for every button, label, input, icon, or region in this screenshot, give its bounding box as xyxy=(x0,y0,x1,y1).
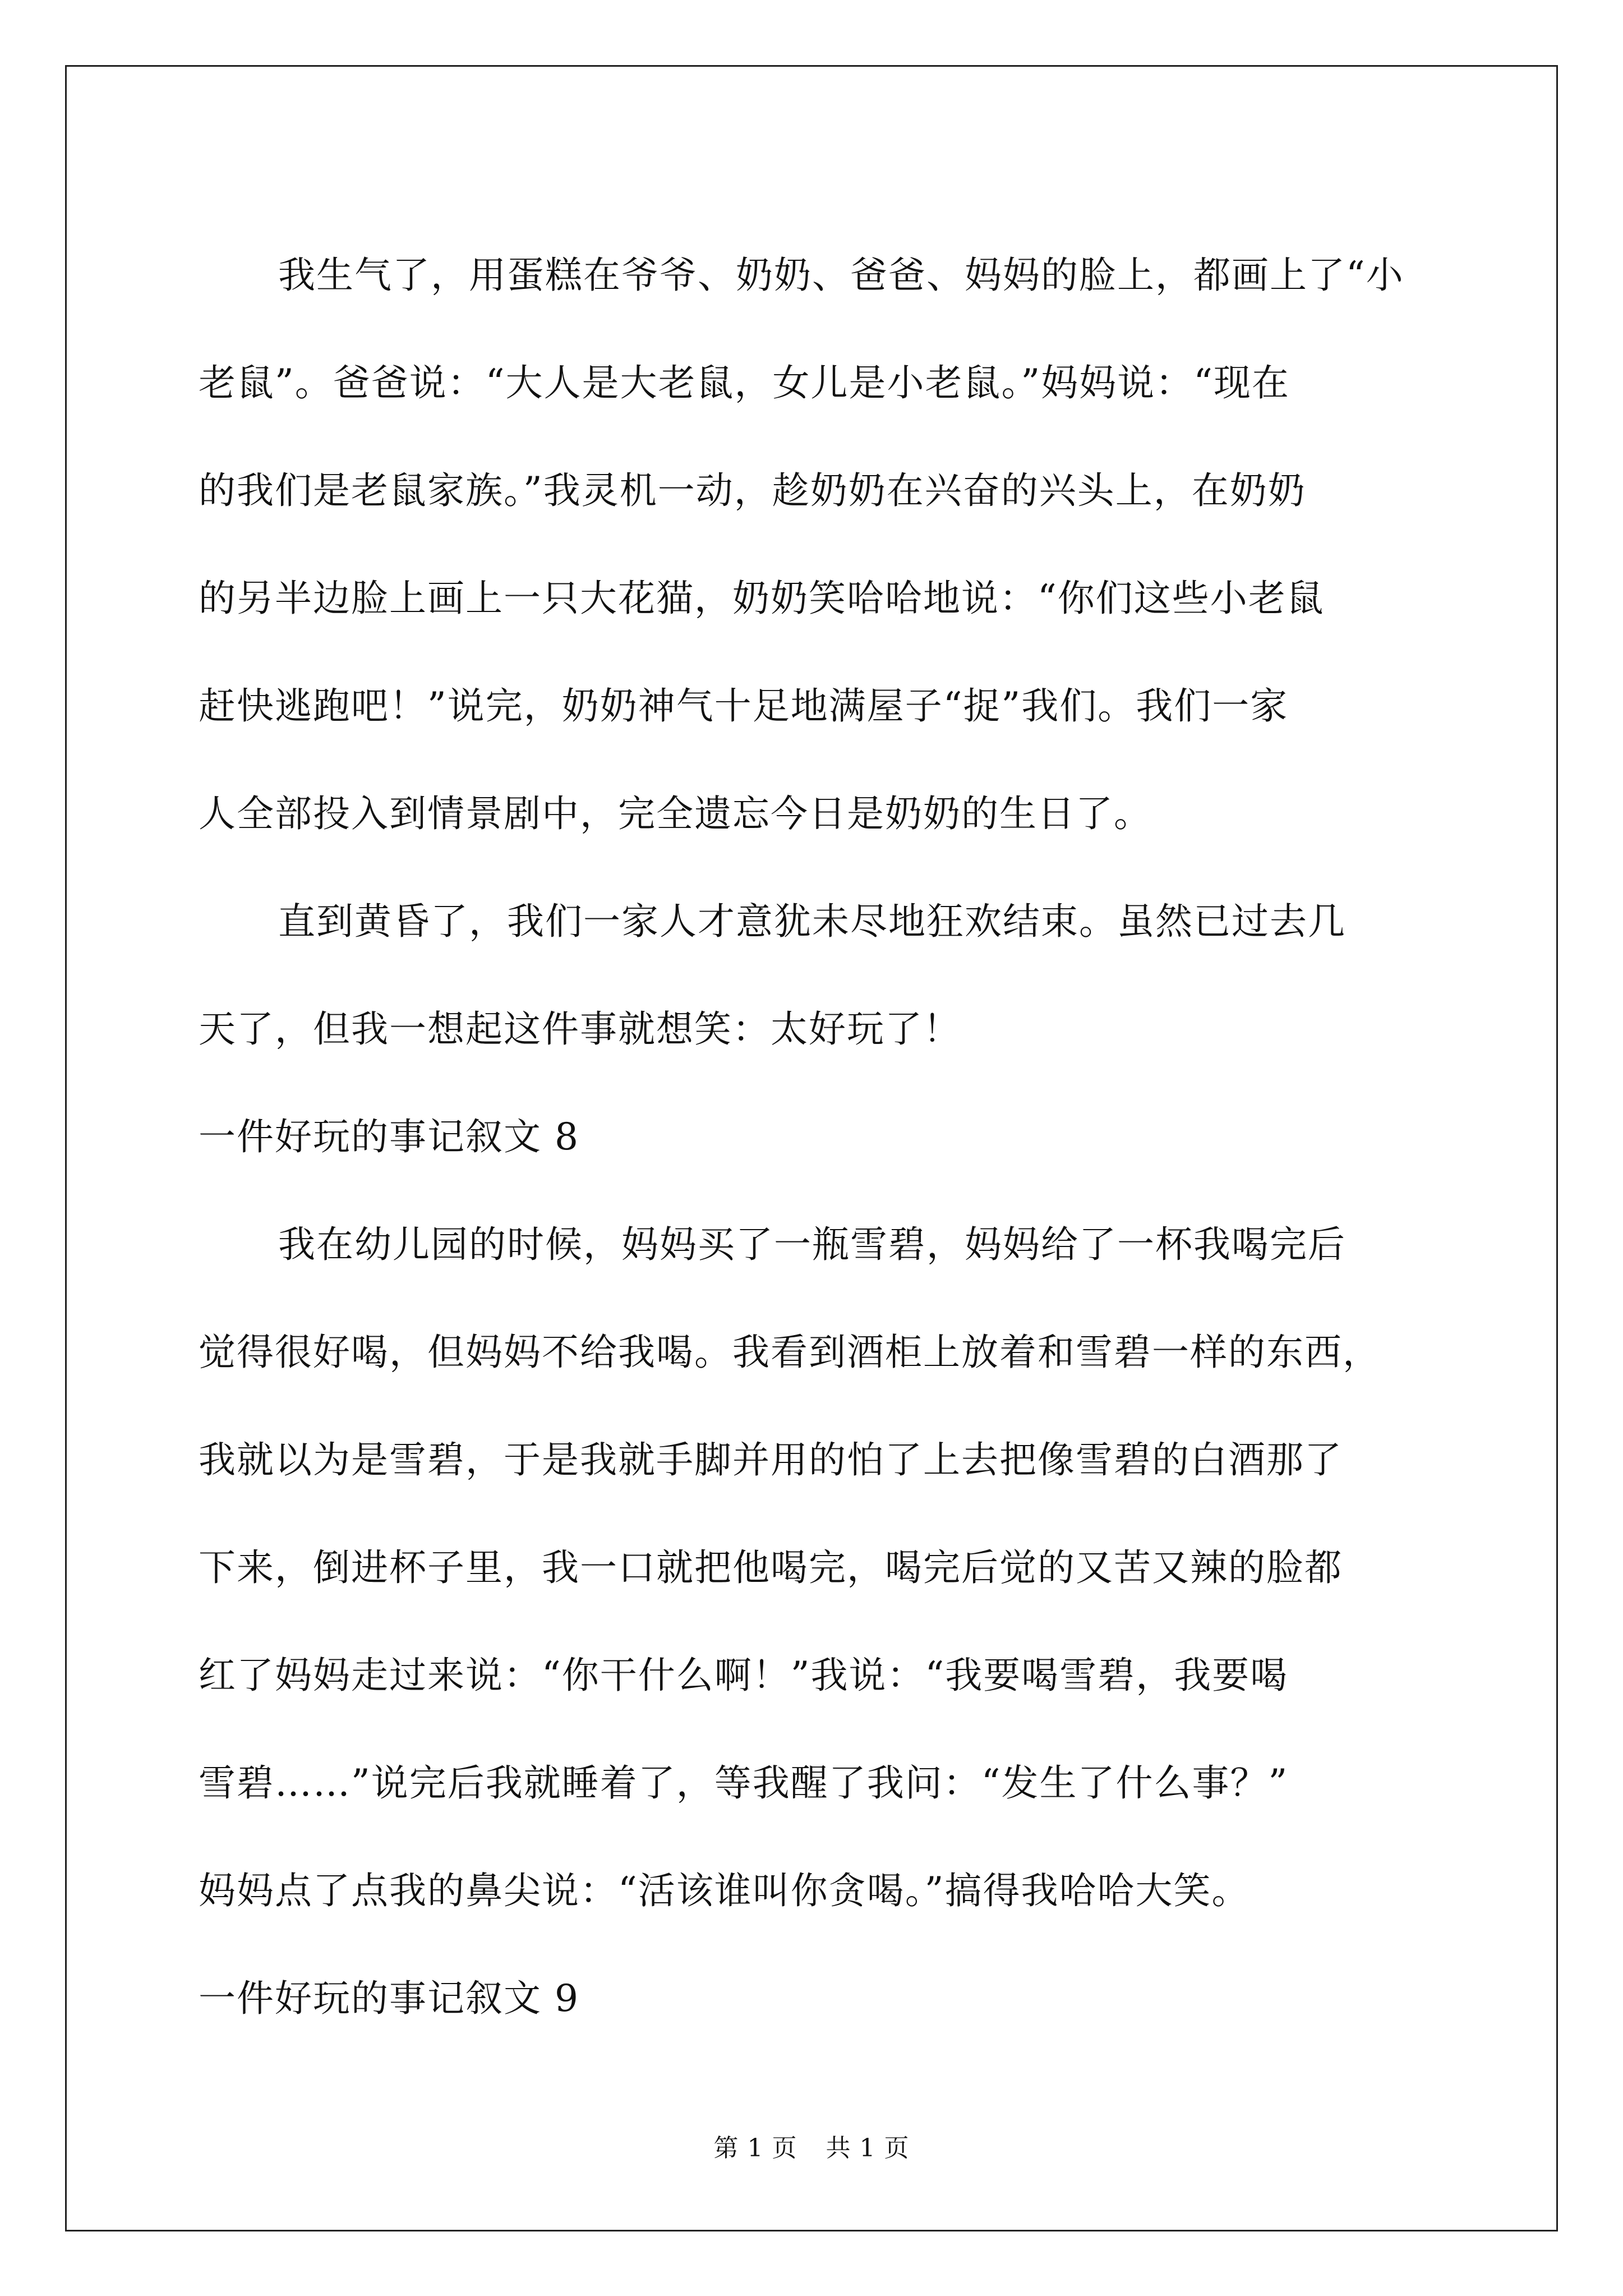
paragraph-line: 我在幼儿园的时候，妈妈买了一瓶雪碧，妈妈给了一杯我喝完后 xyxy=(278,1223,1346,1266)
page-number: 第 1 页 xyxy=(713,2134,797,2162)
paragraph-line: 我就以为是雪碧，于是我就手脚并用的怕了上去把像雪碧的白酒那了 xyxy=(199,1438,1343,1481)
paragraph-line: 红了妈妈走过来说：“你干什么啊！”我说：“我要喝雪碧，我要喝 xyxy=(199,1654,1289,1697)
paragraph-line: 觉得很好喝，但妈妈不给我喝。我看到酒柜上放着和雪碧一样的东西， xyxy=(199,1331,1381,1374)
page-footer xyxy=(0,2132,1623,2165)
paragraph-line: 天了，但我一想起这件事就想笑：太好玩了！ xyxy=(199,1007,961,1051)
paragraph-line: 的我们是老鼠家族。”我灵机一动，趁奶奶在兴奋的兴头上，在奶奶 xyxy=(199,469,1306,512)
paragraph-line: 赶快逃跑吧！”说完，奶奶神气十足地满屋子“捉”我们。我们一家 xyxy=(199,684,1289,728)
section-heading: 一件好玩的事记叙文 8 xyxy=(199,1115,579,1158)
paragraph-line: 雪碧……”说完后我就睡着了，等我醒了我问：“发生了什么事？” xyxy=(199,1761,1289,1805)
paragraph-line: 人全部投入到情景剧中，完全遗忘今日是奶奶的生日了。 xyxy=(199,792,1152,835)
section-heading: 一件好玩的事记叙文 9 xyxy=(199,1977,579,2020)
page-total: 共 1 页 xyxy=(826,2134,910,2162)
paragraph-line: 的另半边脸上画上一只大花猫，奶奶笑哈哈地说：“你们这些小老鼠 xyxy=(199,577,1325,620)
paragraph-line: 下来，倒进杯子里，我一口就把他喝完，喝完后觉的又苦又辣的脸都 xyxy=(199,1546,1343,1589)
paragraph-line: 妈妈点了点我的鼻尖说：“活该谁叫你贪喝。”搞得我哈哈大笑。 xyxy=(199,1869,1250,1912)
paragraph-line: 我生气了，用蛋糕在爷爷、奶奶、爸爸、妈妈的脸上，都画上了“小 xyxy=(278,254,1404,297)
paragraph-line: 老鼠”。爸爸说：“大人是大老鼠，女儿是小老鼠。”妈妈说：“现在 xyxy=(199,361,1290,404)
document-body xyxy=(199,222,1427,2053)
paragraph-line: 直到黄昏了，我们一家人才意犹未尽地狂欢结束。虽然已过去几 xyxy=(278,900,1346,943)
